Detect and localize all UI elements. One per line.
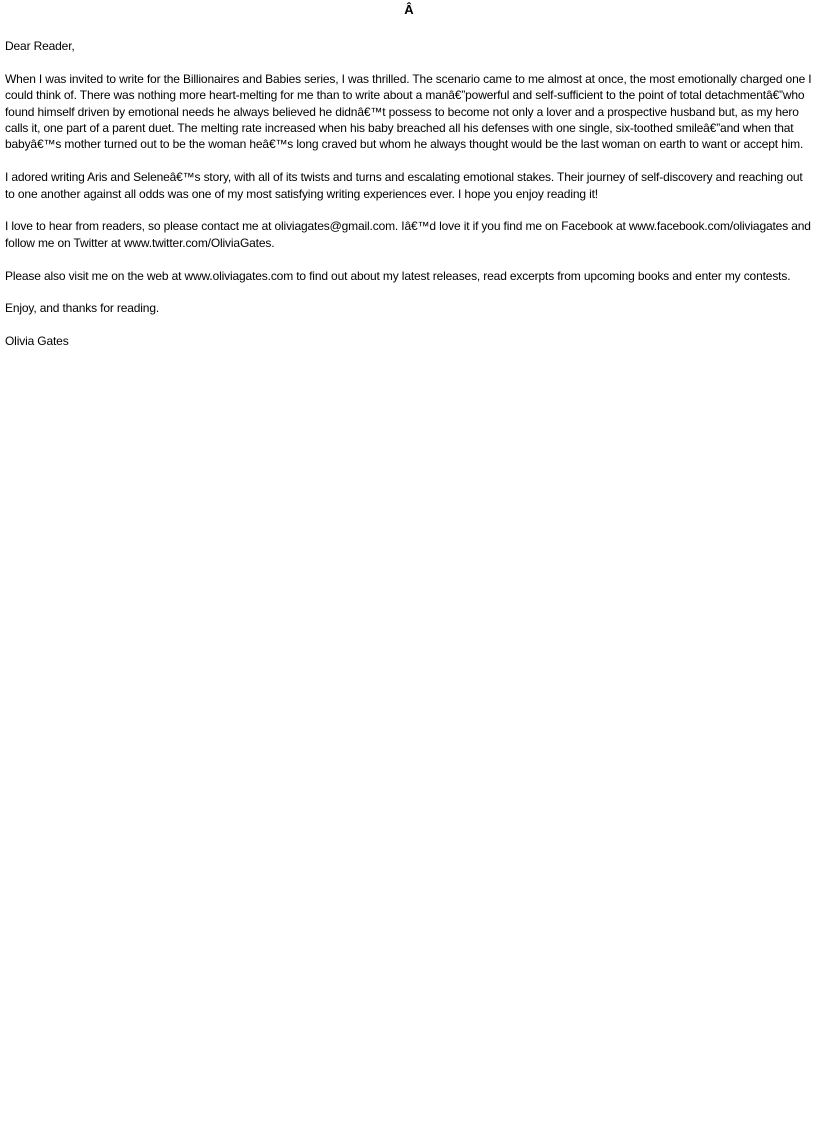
document-page [5, 0, 813, 366]
paragraph-2: I adored writing Aris and Seleneâ€™s story, with all of its twists and turns and escalating emotional stakes. Their journey of self-discovery and reaching out to one another against all odds was one of my most satisfying writing experiences ever. I hope you enjoy reading it! [5, 170, 803, 201]
header-glyph: Â [404, 2, 414, 17]
signature: Olivia Gates [5, 334, 69, 349]
closing-line: Enjoy, and thanks for reading. [5, 301, 160, 316]
salutation: Dear Reader, [5, 39, 75, 53]
paragraph-3: I love to hear from readers, so please contact me at oliviagates@gmail.com. Iâ€™d love it if you find me on Facebook at www.facebook.com/oliviagates and follow me on Twitter at www.twitter.com/OliviaGates. [5, 219, 811, 250]
paragraph-1: When I was invited to write for the Billionaires and Babies series, I was thrilled. The scenario came to me almost at once, the most emotionally charged one I could think of. There was nothing more heart-melting for me than to write about a manâ€”powerful and self-sufficient to the point of total detachmentâ€”who found himself driven by emotional needs he always believed he didnâ€™t possess to become not only a lover and a prospective husband but, as my hero calls it, one part of a parent duet. The melting rate increased when his baby breached all his defenses with one single, six-toothed smileâ€”and when that babyâ€™s mother turned out to be the woman heâ€™s long craved but whom he always thought would be the last woman on earth to want or accept him. [5, 71, 812, 152]
paragraph-4: Please also visit me on the web at www.oliviagates.com to find out about my latest releases, read excerpts from upcoming books and enter my contests. [5, 268, 791, 283]
